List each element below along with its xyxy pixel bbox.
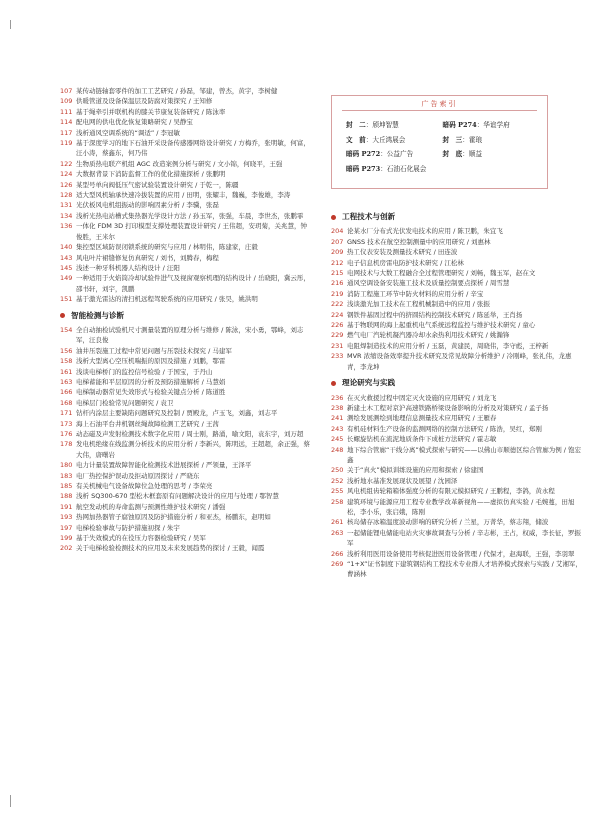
entry-title: MVR 浓缩设备效率提升技术研究及常见故障分析维护 / 冷刚峰，张礼伟，龙惠青，李龙坤	[347, 352, 572, 371]
page-number: 226	[331, 321, 344, 330]
entry-title: 电梯制动器常见失效形式与检验关键点分析 / 陈道胜	[76, 388, 226, 397]
entry-title: 电梯检验事故与防护措施初探 / 朱宇	[76, 523, 180, 532]
ad-index-item	[443, 162, 540, 177]
page-number: 216	[331, 279, 344, 288]
ad-advertiser: ：颀坤智慧	[365, 121, 399, 129]
page-number: 168	[60, 398, 73, 407]
page-number: 166	[60, 388, 73, 397]
toc-entry	[331, 289, 583, 299]
ad-index-row	[346, 133, 539, 148]
toc-entry	[331, 351, 583, 372]
section-heading	[60, 311, 312, 321]
page-number: 151	[60, 295, 73, 304]
entry-title: 电梯层门检验常见问题研究 / 袁卫	[76, 398, 174, 407]
toc-entry	[60, 502, 312, 512]
toc-entry	[60, 367, 312, 377]
toc-entry	[60, 512, 312, 522]
page-number: 212	[331, 258, 344, 267]
entry-title: 浅析通风空调系统的“调适” / 李冠敏	[76, 128, 181, 137]
toc-entry	[331, 413, 583, 423]
toc-entry	[60, 117, 312, 127]
ad-position: 暗码 P272	[346, 150, 381, 158]
page-number: 269	[331, 560, 344, 568]
entry-title: 浅析光热电站槽式集热器光学设计方法 / 孙玉军，张强，车晨，李世杰，张鹏霏	[76, 211, 304, 220]
entry-title: 关于电梯检验检测技术的应用及未来发展趋势的探讨 / 王毅，闻霞	[76, 544, 265, 553]
bullet-icon	[331, 215, 336, 220]
entry-title: 某型号单向阀低压气密试验装置设计研究 / 于乾一，陈疆	[76, 180, 239, 189]
entry-title: 动态磁及声发射检测技术数字化应用 / 周士刚，路涌，喻文阳，袁东宇，刘万超	[76, 430, 304, 438]
toc-entry	[331, 486, 583, 496]
toc-entry	[331, 465, 583, 475]
ad-index-item	[443, 118, 540, 133]
entry-title: 发电机绝缘在线监测分析技术的应用分析 / 李新兴，陈明远，王超超，余正强，蔡大伟，唐曙岩	[76, 440, 310, 459]
entry-title: 有关机械电气设备故障位急处理的思考 / 李荣亮	[76, 482, 213, 491]
ad-position: 封 二	[346, 121, 366, 129]
page-number: 224	[331, 310, 344, 319]
page-number: 128	[60, 191, 73, 200]
toc-entry	[331, 559, 583, 580]
section-heading	[331, 212, 583, 222]
entry-title: 浅述一种牙科机器人结构设计 / 汪阳	[76, 263, 180, 272]
entry-title: 全自动抽检试验机尺寸测量装置的原理分析与维修 / 陈泳，宋小勇，鄂峰，刘志军，汪良俊	[76, 325, 304, 345]
page-number: 219	[331, 289, 344, 298]
page-number: 178	[60, 440, 73, 449]
toc-entry	[331, 445, 583, 466]
entry-title: 一起储能锂电储能电站火灾事故调查与分析 / 辛志彬，王占，权威，李长征，罗振军	[347, 528, 581, 548]
page-number: 126	[60, 180, 73, 189]
entry-title: 地下综合管廊“干线分离”模式探索与研究——以佛山市顺德区综合管廊为例 / 饱宏鑫	[347, 445, 582, 464]
entry-title: 热工仪表安装及测量技术研究 / 田连波	[347, 248, 458, 257]
page-number: 161	[60, 367, 73, 376]
page-number: 197	[60, 523, 73, 532]
ad-index-item	[443, 147, 540, 162]
page-number: 185	[60, 482, 73, 491]
entry-title: 集控型区域防误闭锁系统的研究与应用 / 林明伟，陈建家，庄毅	[76, 243, 258, 252]
toc-entry	[60, 107, 312, 117]
entry-title: 基于失效模式的在役压力容器检验研究 / 吴军	[76, 534, 206, 543]
right-column	[331, 206, 583, 580]
entry-title: 一体化 FDM 3D 打印模型支撑处理装置设计研究 / 王伟超，安玥菊，关兆慧，钟俊胜，王米尔	[76, 222, 308, 241]
ad-index-title: 广告索引	[421, 100, 458, 108]
entry-title: 消防工程施工环节中防火材料的应用分析 / 辛宝	[347, 289, 484, 298]
toc-entry	[331, 258, 583, 268]
entry-title: 浅析地水基准发展现状及展望 / 沈园泽	[347, 476, 458, 485]
entry-title: 有机硅材料生产设备的监测网络的控制方法研究 / 陈浩，吴红，郑刚	[347, 424, 542, 433]
entry-title: 大数据背景下消防监督工作的优化措施探析 / 张鹏明	[76, 170, 226, 179]
page-number: 266	[331, 549, 344, 558]
toc-entry	[60, 221, 312, 242]
page-number: 107	[60, 87, 73, 95]
toc-entry	[60, 273, 312, 294]
page-number: 199	[60, 534, 73, 543]
page-number: 156	[60, 346, 73, 355]
entry-title: 论某水厂分布式光伏发电技术的应用 / 陈卫鹏，朱宜飞	[347, 227, 503, 236]
ad-index-row	[346, 118, 539, 133]
entry-title: 生物质热电联产机组 AGC 改造案例分析与研究 / 文小锦，何晓平，王强	[76, 159, 283, 168]
left-column	[60, 86, 312, 554]
toc-entry	[60, 138, 312, 159]
toc-entry	[60, 242, 312, 252]
entry-title: 配电网的供电优化恢复策略研究 / 吴静宝	[76, 118, 193, 127]
toc-entry	[60, 200, 312, 210]
page-number: 233	[331, 352, 344, 361]
bullet-icon	[60, 313, 65, 318]
page-number: 111	[60, 107, 73, 116]
entry-title: 电梯蓄能和平层原因的分析及预防措施解析 / 马慧娟	[76, 377, 226, 386]
ad-position: 暗码 P274	[442, 121, 477, 129]
ad-index-divider	[342, 110, 537, 111]
toc-entry	[60, 439, 312, 460]
page-number: 250	[331, 466, 344, 475]
page-number: 193	[60, 513, 73, 522]
page-number: 119	[60, 139, 73, 148]
toc-entry	[331, 528, 583, 549]
entry-title: 航空发动机的寿命监测与预测性维护技术研究 / 潘强	[76, 502, 226, 511]
ad-advertiser: ：石油石化展会	[380, 164, 427, 173]
entry-title: GNSS 技术在航空控制测量中的应用研究 / 刘惠林	[347, 237, 491, 246]
ad-position: 暗码 P273	[346, 164, 381, 173]
entry-title: 电厂热控保护误动及拒动原因探讨 / 严晓东	[76, 471, 200, 480]
page-number: 188	[60, 492, 73, 501]
page-number: 124	[60, 170, 73, 179]
entry-title: 供暖管道及设备保温层及防腐对策探究 / 王知修	[76, 97, 213, 106]
page-number: 134	[60, 211, 73, 220]
section-title: 理论研究与实践	[342, 378, 396, 388]
section-heading	[331, 378, 583, 388]
entry-title: 燃气电厂汽轮机凝汽器冷却水余热利用技术研究 / 姚瀚锋	[347, 331, 510, 340]
toc-entry	[60, 543, 312, 553]
entry-title: 电阻焊制造技术的应用分析 / 玉磊，黄建民，周晓伟，李守彪，王梓新	[347, 341, 549, 350]
toc-entry	[331, 549, 583, 559]
toc-entry	[60, 398, 312, 408]
toc-entry	[331, 330, 583, 340]
bullet-icon	[331, 381, 336, 386]
ad-position: 封 三	[442, 135, 463, 144]
ad-advertiser: ：公益广告	[380, 150, 414, 158]
toc-entry	[60, 346, 312, 356]
toc-entry	[331, 476, 583, 486]
page-number: 204	[331, 227, 344, 236]
page-number: 209	[331, 248, 344, 257]
toc-entry	[60, 159, 312, 169]
entry-title: 浅谈激光加工技术在工程机械制造中的应用 / 张振	[347, 300, 490, 309]
toc-entry	[331, 310, 583, 320]
page-number: 183	[60, 471, 73, 480]
toc-entry	[331, 278, 583, 288]
toc-entry	[60, 377, 312, 387]
toc-entry	[60, 460, 312, 470]
page-number: 258	[331, 497, 344, 506]
page-number: 207	[331, 237, 344, 246]
entry-title: 测绘发展测绘到地理信息测量技术应用研究 / 王雁春	[347, 414, 497, 423]
entry-title: 钻杆内涂层主要缺陷问题研究及控制 / 贾殿龙，卢玉飞，刘鑫，刘志平	[76, 409, 278, 418]
ad-index-item	[346, 162, 443, 177]
ad-advertiser: ：霍琅	[462, 135, 483, 144]
toc-entry	[331, 424, 583, 434]
toc-entry	[60, 491, 312, 501]
entry-title: 适大型风机轴承快速冷拔装置的应用 / 田明，张耀丰，魏巍，李俊雄，李涛	[76, 191, 291, 200]
entry-title: 基于深度学习的地下石油开采设备传感器网络设计研究 / 方梅乔，张明敏，何富，汪小涛，蔡鑫东，何乃伟	[76, 139, 310, 158]
entry-title: 光伏板风电机组振动的影响因素分析 / 李骥，张磊	[76, 201, 219, 210]
ad-position: 封 底	[442, 150, 463, 158]
toc-entry	[331, 393, 583, 403]
page-number: 173	[60, 419, 73, 428]
entry-title: 一种适用于火焰筒冷却试验件进气及视窗观察机理的结构设计 / 岳晓阳，冀云彤，邵书轩，刘宇，凯鹏	[76, 274, 310, 293]
toc-entry	[331, 434, 583, 444]
toc-entry	[331, 226, 583, 236]
toc-entry	[60, 387, 312, 397]
toc-entry	[60, 523, 312, 533]
page-number: 236	[331, 393, 344, 402]
entry-title: 基于物联网的海上起重机电气系统远程监控与维护技术研究 / 童心	[347, 321, 536, 330]
toc-entry	[331, 403, 583, 413]
ad-index-item	[346, 133, 443, 148]
toc-entry	[331, 237, 583, 247]
entry-title: 在灭火救援过程中固定灭火设施的应用研究 / 刘龙飞	[347, 393, 497, 402]
entry-title: 电力计量装置故障智能化检测技术进展探析 / 严领量，王泽平	[76, 461, 252, 470]
page-number: 255	[331, 487, 344, 496]
entry-title: 通风空调设备安装施工技术及质量控制要点探析 / 周雪慧	[347, 279, 510, 288]
page-number: 136	[60, 222, 73, 231]
toc-entry	[331, 299, 583, 309]
page-number: 229	[331, 331, 344, 340]
ad-index-grid	[346, 118, 539, 176]
entry-title: 新建土木工程对京沪高速铁路桥梁设备影响的分析及对策研究 / 孟子扬	[347, 403, 549, 412]
toc-entry	[60, 356, 312, 366]
page-number: 171	[60, 409, 73, 418]
ad-advertiser: ：华谊学府	[476, 121, 510, 129]
entry-title: 热网加热器管子腐蚀原因及防护措施分析 / 和亚杰，杨鹏东，赵明如	[76, 513, 271, 522]
page-number: 140	[60, 243, 73, 252]
toc-entry	[60, 128, 312, 138]
toc-entry	[60, 325, 312, 346]
entry-title: 钢铁件基固过程中的挤圆结构控制技术研究 / 陈延举，王肖扬	[347, 310, 523, 319]
toc-entry	[60, 481, 312, 491]
page-number: 122	[60, 159, 73, 168]
entry-title: 海上石油平台井机钢丝绳故障检测工艺研究 / 王茜	[76, 419, 219, 428]
page-number: 245	[331, 435, 344, 444]
page-number: 243	[331, 424, 344, 433]
toc-entry	[60, 263, 312, 273]
entry-title: “1+X”证书制度下建筑钢结构工程技术专业群人才培养模式探索与实践 / 艾湘军，曹涵林	[347, 560, 582, 579]
toc-entry	[331, 341, 583, 351]
page-number: 241	[331, 414, 344, 423]
page-number: 231	[331, 341, 344, 350]
entry-title: 浅析大型离心空压机喘振的原因及措施 / 刘鹏，鄂雷	[76, 357, 226, 366]
page-number: 222	[331, 300, 344, 309]
page-number: 114	[60, 118, 73, 127]
page-number: 176	[60, 430, 73, 438]
crop-mark-top-left	[10, 20, 11, 29]
toc-entry	[60, 429, 312, 439]
crop-mark-bottom-left	[10, 795, 11, 807]
entry-title: 油井压裂施工过程中常见问题与压裂技术探究 / 马建军	[76, 346, 232, 355]
page-number: 191	[60, 502, 73, 511]
page-number: 145	[60, 263, 73, 272]
page-number: 149	[60, 274, 73, 283]
entry-title: 风电叶片裙缝修复仿真研究 / 刘书，刘腾春，梅程	[76, 253, 219, 262]
entry-title: 关于“真火”模拟训练设施的应用和探索 / 徐建国	[347, 466, 484, 475]
toc-entry	[331, 268, 583, 278]
page-number: 202	[60, 544, 73, 553]
toc-entry	[331, 517, 583, 527]
toc-entry	[60, 253, 312, 263]
page-number: 117	[60, 128, 73, 137]
page-number: 154	[60, 325, 73, 334]
ad-index-item	[346, 118, 443, 133]
ad-index-item	[346, 147, 443, 162]
page-number: 248	[331, 445, 344, 454]
ad-position: 文 前	[346, 135, 366, 144]
entry-title: 长螺旋钻机在流泥地质条件下成桩方法研究 / 霍志敏	[347, 435, 497, 444]
toc-entry	[331, 247, 583, 257]
toc-entry	[60, 86, 312, 96]
toc-entry	[60, 96, 312, 106]
section-title: 工程技术与创新	[342, 212, 396, 221]
ad-advertiser: ：大丘鸿展会	[365, 135, 406, 144]
toc-entry	[60, 408, 312, 418]
page-number: 158	[60, 357, 73, 366]
entry-title: 基于绳牵引并联机构的膝关节康复装备研究 / 陈泳率	[76, 107, 226, 116]
page-number: 238	[331, 403, 344, 412]
ad-index-row	[346, 162, 539, 177]
toc-entry	[60, 533, 312, 543]
page-number: 252	[331, 476, 344, 485]
ad-index-row	[346, 147, 539, 162]
entry-title: 核岛储存冰箱温度波动影响的研究分析 / 兰星，万菁华，蔡志翔，储波	[347, 518, 549, 527]
page-number: 263	[331, 528, 344, 537]
page-number: 131	[60, 201, 73, 210]
entry-title: 电子信息机房雷电防护技术研究 / 江松林	[347, 258, 464, 267]
toc-entry	[60, 180, 312, 190]
page-number: 109	[60, 97, 73, 106]
entry-title: 风电机组齿轮箱箱体强度分析的有限元模拟研究 / 王鹏程，李鸽，黄永程	[347, 487, 555, 496]
entry-title: 某传动链轴套零件的加工工艺研究 / 孙磊，邹建，曾杰，黄宇，李树健	[76, 87, 278, 95]
page-number: 261	[331, 518, 344, 527]
ad-index-box	[331, 95, 548, 189]
page-number: 143	[60, 253, 73, 262]
toc-entry	[60, 471, 312, 481]
toc-entry	[60, 169, 312, 179]
entry-title: 基于激光雷达的清扫机远程驾驶系统的应用研究 / 张昊，姚洪明	[76, 295, 258, 304]
page-number: 163	[60, 377, 73, 386]
toc-entry	[60, 211, 312, 221]
toc-entry	[60, 419, 312, 429]
entry-title: 浅析 SQ300-670 型松木框套原有问题解决设计的应用与处理 / 鄂智慧	[76, 492, 279, 501]
entry-title: 建筑环境与能源应用工程专业教学改革新视角——虚拟仿真实验 / 毛婉蔓，田旭松，李小乐，张启娥，陈刚	[347, 497, 575, 516]
page-number: 180	[60, 461, 73, 470]
entry-title: 电网技术与大数工程融合全过程管理研究 / 刘畅，魏玉军，赵在文	[347, 269, 536, 278]
toc-entry	[331, 320, 583, 330]
entry-title: 浅析利用医用设备使用考核促进医用设备管理 / 代保才，赵海联，王强，李羽翠	[347, 549, 575, 558]
toc-entry	[60, 190, 312, 200]
ad-advertiser: ：顺益	[462, 150, 483, 158]
section-title: 智能检测与诊断	[71, 310, 125, 320]
page-number: 215	[331, 269, 344, 278]
ad-index-item	[443, 133, 540, 148]
toc-entry	[331, 497, 583, 518]
toc-entry	[60, 294, 312, 304]
entry-title: 浅谈电梯桥门的监控信号检验 / 于国宝，于丹山	[76, 367, 213, 376]
